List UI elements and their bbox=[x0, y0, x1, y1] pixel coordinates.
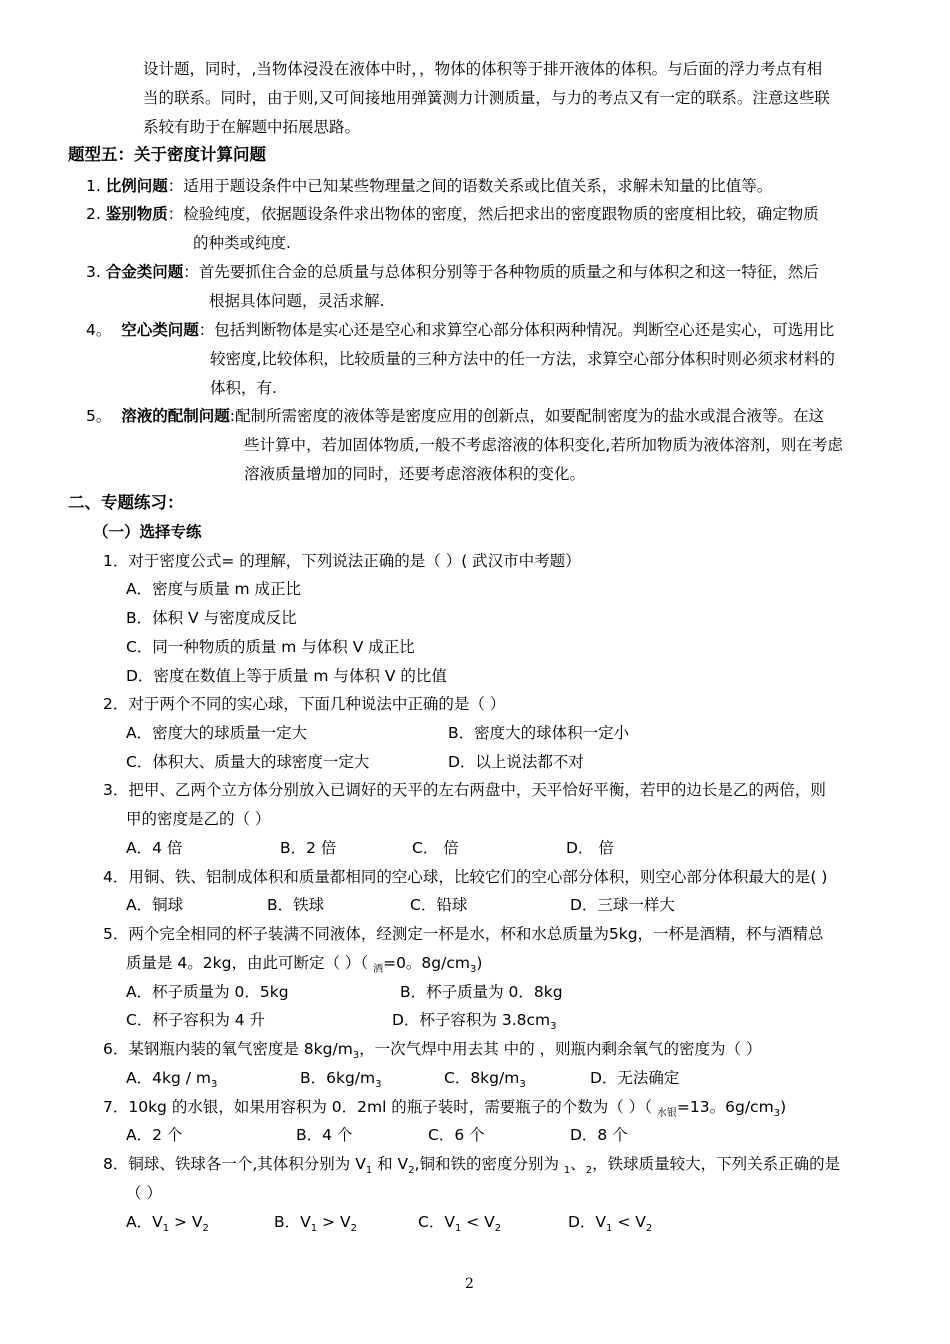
q8-stem-line-1 bbox=[103, 1153, 840, 1182]
q8-b: 和 V bbox=[372, 1155, 409, 1173]
opt-sub: 1 bbox=[606, 1223, 613, 1234]
q8-c: ,铜和铁的密度分别为 bbox=[414, 1155, 564, 1173]
q8-option-b bbox=[274, 1211, 357, 1240]
item-text: :配制所需密度的液体等是密度应用的创新点，如要配制密度为的盐水或混合液等。在这 bbox=[229, 407, 824, 425]
q6-option-b bbox=[300, 1067, 382, 1096]
q8-stem-line-2: （ ） bbox=[126, 1184, 162, 1202]
q7-stem-a: 7．10kg 的水银，如果用容积为 0．2ml 的瓶子装时，需要瓶子的个数为（ ）（ bbox=[103, 1098, 657, 1116]
q4-stem: 4．用铜、铁、铝制成体积和质量都相同的空心球，比较它们的空心部分体积，则空心部分体积最大的是( ) bbox=[103, 868, 828, 886]
q6-c-sub: 3 bbox=[519, 1079, 526, 1090]
item-term: 空心类问题 bbox=[121, 321, 199, 339]
q6-option-a bbox=[126, 1067, 217, 1096]
q6-b-text: B．6kg/m bbox=[300, 1069, 376, 1087]
item-term: 鉴别物质 bbox=[105, 205, 168, 223]
item-5-line-3: 溶液质量增加的同时，还要考虑溶液体积的变化。 bbox=[244, 465, 586, 483]
q5-option-d-text: D．杯子容积为 3.8cm bbox=[392, 1011, 551, 1029]
item-1-line bbox=[86, 175, 772, 197]
q6-stem-a: 6．某钢瓶内装的氧气密度是 8kg/m bbox=[103, 1040, 353, 1058]
q7-unit-sub: 3 bbox=[773, 1108, 781, 1119]
opt-sub2: 2 bbox=[202, 1223, 209, 1234]
intro-line-3: 系较有助于在解题中拓展思路。 bbox=[143, 118, 361, 136]
q5-option-d bbox=[392, 1009, 557, 1038]
q8-s2: 2 bbox=[408, 1165, 415, 1176]
q3-option-b: B．2 倍 bbox=[280, 839, 337, 857]
opt-mid: > V bbox=[169, 1213, 203, 1231]
q8-s4: 2 bbox=[585, 1165, 593, 1176]
q6-sub: 3 bbox=[352, 1050, 360, 1061]
item-term: 溶液的配制问题 bbox=[121, 407, 230, 425]
q7-option-c: C．6 个 bbox=[428, 1126, 485, 1144]
q3-option-c: C． 倍 bbox=[412, 839, 459, 857]
item-text: ：首先要抓住合金的总质量与总体积分别等于各种物质的质量之和与体积之和这一特征，然后 bbox=[183, 263, 819, 281]
q5-option-b: B．杯子质量为 0．8kg bbox=[400, 983, 563, 1001]
q4-option-b: B．铁球 bbox=[267, 896, 325, 914]
q3-stem-line-2: 甲的密度是乙的（ ） bbox=[126, 810, 271, 828]
q5-stem-line-2 bbox=[126, 952, 482, 981]
practice-heading: 二、专题练习： bbox=[68, 493, 184, 512]
q6-a-text: A．4kg / m bbox=[126, 1069, 211, 1087]
section-heading-5: 题型五：关于密度计算问题 bbox=[68, 145, 266, 164]
item-number: 3. bbox=[86, 263, 101, 281]
page-number: 2 bbox=[465, 1276, 474, 1292]
q5-close: ) bbox=[476, 954, 483, 972]
intro-line-1: 设计题，同时，,当物体浸没在液体中时，，物体的体积等于排开液体的体积。与后面的浮力考点有相 bbox=[143, 60, 823, 78]
q5-density: =0。8g/cm bbox=[383, 954, 470, 972]
q1-stem: 1．对于密度公式= 的理解，下列说法正确的是（ ）( 武汉市中考题） bbox=[103, 552, 581, 570]
opt-pre: C．V bbox=[418, 1213, 455, 1231]
q1-option-b: B．体积 V 与密度成反比 bbox=[126, 609, 297, 627]
opt-sub2: 2 bbox=[350, 1223, 357, 1234]
item-number: 2. bbox=[86, 205, 101, 223]
item-5-line-2: 些计算中，若加固体物质,一般不考虑溶液的体积变化,若所加物质为液体溶剂，则在考虑 bbox=[244, 436, 843, 454]
q2-option-a: A．密度大的球质量一定大 bbox=[126, 724, 308, 742]
q5-option-d-sub: 3 bbox=[550, 1021, 557, 1032]
q8-e: ，铁球质量较大，下列关系正确的是 bbox=[592, 1155, 841, 1173]
q1-option-d: D．密度在数值上等于质量 m 与体积 V 的比值 bbox=[126, 667, 447, 685]
q6-stem bbox=[103, 1038, 761, 1067]
q2-option-c: C．体积大、质量大的球密度一定大 bbox=[126, 753, 370, 771]
q8-d: 、 bbox=[570, 1155, 586, 1173]
opt-sub: 1 bbox=[310, 1223, 318, 1234]
q6-a-sub: 3 bbox=[210, 1079, 218, 1090]
q2-option-b: B．密度大的球体积一定小 bbox=[448, 724, 630, 742]
opt-pre: D．V bbox=[568, 1213, 607, 1231]
q3-stem-line-1: 3．把甲、乙两个立方体分别放入已调好的天平的左右两盘中，天平恰好平衡，若甲的边长是乙的两倍，则 bbox=[103, 781, 826, 799]
q1-option-a: A．密度与质量 m 成正比 bbox=[126, 580, 302, 598]
q4-option-d: D．三球一样大 bbox=[570, 896, 675, 914]
item-3-line bbox=[86, 261, 819, 283]
q1-option-c: C．同一种物质的质量 m 与体积 V 成正比 bbox=[126, 638, 415, 656]
q7-stem bbox=[103, 1096, 786, 1125]
q7-option-a: A．2 个 bbox=[126, 1126, 183, 1144]
q8-option-c bbox=[418, 1211, 501, 1240]
intro-line-2: 当的联系。同时，由于则,又可间接地用弹簧测力计测质量，与力的考点又有一定的联系。注意这些联 bbox=[143, 89, 830, 107]
q7-stem-b: =13。6g/cm bbox=[676, 1098, 774, 1116]
item-text: ：检验纯度，依据题设条件求出物体的密度，然后把求出的密度跟物质的密度相比较，确定物质 bbox=[167, 205, 819, 223]
q8-s3: 1 bbox=[563, 1165, 571, 1176]
opt-mid: < V bbox=[612, 1213, 646, 1231]
q4-option-c: C．铅球 bbox=[410, 896, 468, 914]
q6-c-text: C．8kg/m bbox=[444, 1069, 520, 1087]
item-4-line-2: 较密度,比较体积，比较质量的三种方法中的任一方法，求算空心部分体积时则必须求材料的 bbox=[210, 350, 835, 368]
q2-option-d: D．以上说法都不对 bbox=[448, 753, 584, 771]
q7-close: ) bbox=[780, 1098, 787, 1116]
q6-option-c bbox=[444, 1067, 526, 1096]
opt-sub2: 2 bbox=[494, 1223, 502, 1234]
item-2-line bbox=[86, 203, 819, 225]
item-5-line bbox=[86, 405, 824, 427]
q7-option-d: D．8 个 bbox=[570, 1126, 628, 1144]
item-2-line-2: 的种类或纯度. bbox=[193, 234, 291, 252]
q5-subscript: 酒 bbox=[373, 964, 384, 975]
opt-sub2: 2 bbox=[645, 1223, 653, 1234]
q6-option-d: D．无法确定 bbox=[590, 1069, 680, 1087]
item-4-line bbox=[86, 319, 834, 341]
q2-stem: 2．对于两个不同的实心球，下面几种说法中正确的是（ ） bbox=[103, 695, 506, 713]
q7-sub: 水银 bbox=[656, 1108, 677, 1119]
opt-pre: A．V bbox=[126, 1213, 163, 1231]
item-3-line-2: 根据具体问题，灵活求解. bbox=[209, 292, 385, 310]
item-number: 5。 bbox=[86, 407, 112, 425]
q3-option-d: D． 倍 bbox=[566, 839, 614, 857]
opt-sub: 1 bbox=[454, 1223, 462, 1234]
q6-b-sub: 3 bbox=[375, 1079, 382, 1090]
q8-a: 8．铜球、铁球各一个,其体积分别为 V bbox=[103, 1155, 366, 1173]
item-term: 比例问题 bbox=[105, 177, 168, 195]
q4-option-a: A．铜球 bbox=[126, 896, 184, 914]
q8-option-a bbox=[126, 1211, 209, 1240]
q3-option-a: A．4 倍 bbox=[126, 839, 183, 857]
item-term: 合金类问题 bbox=[105, 263, 184, 281]
practice-subheading: （一）选择专练 bbox=[93, 523, 202, 541]
q5-unit-subscript: 3 bbox=[469, 964, 477, 975]
q6-stem-b: ，一次气焊中用去其 中的 ，则瓶内剩余氧气的密度为（ ） bbox=[359, 1040, 762, 1058]
item-text: ：适用于题设条件中已知某些物理量之间的语数关系或比值关系，求解未知量的比值等。 bbox=[167, 177, 773, 195]
item-text: ：包括判断物体是实心还是空心和求算空心部分体积两种情况。判断空心还是实心，可选用比 bbox=[198, 321, 835, 339]
q5-option-c: C．杯子容积为 4 升 bbox=[126, 1011, 266, 1029]
q5-option-a: A．杯子质量为 0．5kg bbox=[126, 983, 289, 1001]
opt-mid: < V bbox=[461, 1213, 495, 1231]
q5-stem-line-1: 5．两个完全相同的杯子装满不同液体，经测定一杯是水，杯和水总质量为5kg，一杯是酒精，杯与酒精总 bbox=[103, 925, 824, 943]
q8-s1: 1 bbox=[365, 1165, 373, 1176]
item-number: 1. bbox=[86, 177, 101, 195]
q7-option-b: B．4 个 bbox=[296, 1126, 353, 1144]
opt-mid: > V bbox=[317, 1213, 351, 1231]
opt-sub: 1 bbox=[162, 1223, 170, 1234]
q5-stem-text: 质量是 4。2kg，由此可断定（ ）（ bbox=[126, 954, 374, 972]
opt-pre: B．V bbox=[274, 1213, 311, 1231]
q8-option-d bbox=[568, 1211, 652, 1240]
item-4-line-3: 体积，有. bbox=[210, 379, 277, 397]
item-number: 4。 bbox=[86, 321, 112, 339]
